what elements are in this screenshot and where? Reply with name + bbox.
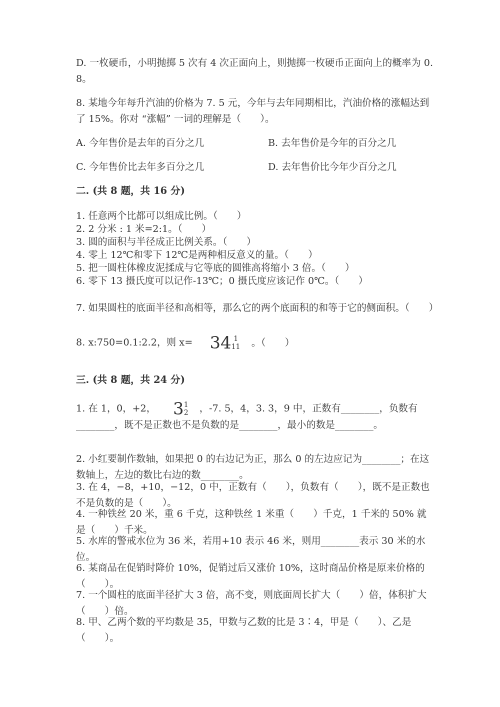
mixed-int-2: 3 bbox=[173, 399, 184, 419]
mixed-int: 34 bbox=[209, 333, 232, 353]
option-d[interactable]: D. 去年售价比今年少百分之几 bbox=[268, 162, 397, 173]
sec3-item-2: 2. 小红要制作数轴，如果把 0 的右边记为正，那么 0 的左边应记为________；在这数轴上，左边的数比右边的数________。 bbox=[76, 454, 430, 481]
sec3-item-5: 5. 水库的警戒水位为 36 米，若用+10 表示 46 米，则用________表示 30 米的水位。 bbox=[76, 536, 426, 563]
question-8-stem: 8. 某地今年每升汽油的价格为 7. 5 元，今年与去年同期相比，汽油价格的涨幅达到了 15%。你对 “涨幅” 一词的理解是（ ）。 bbox=[76, 98, 430, 125]
option-a[interactable]: A. 今年售价是去年的百分之几 bbox=[76, 138, 205, 149]
mixed-number-2 bbox=[173, 399, 191, 419]
option-b[interactable]: B. 去年售价是今年的百分之几 bbox=[268, 138, 397, 149]
sec3-item-6: 6. 某商品在促销时降价 10%，促销过后又涨价 10%，这时商品价格是原来价格的（ ）。 bbox=[76, 563, 425, 590]
frac-den: 11 bbox=[231, 343, 241, 351]
mixed-number bbox=[209, 333, 244, 353]
sec3-item-3: 3. 在 4，−8，+10，−12，0 中，正数有（ ），负数有（ ），既不是正数也不是负数的是（ ）。 bbox=[76, 482, 430, 509]
q8-suffix: 。（ ） bbox=[251, 337, 295, 349]
sec2-item-7: 7. 如果圆柱的底面半径和高相等，那么它的两个底面积的和等于它的侧面积。（ ） bbox=[76, 303, 439, 314]
option-d-q7: D. 一枚硬币，小明抛掷 5 次有 4 次正面向上，则抛掷一枚硬币正面向上的概率为 0. 8。 bbox=[76, 58, 434, 85]
q1-suffix: ，-7. 5，4，3. 3，9 中，正数有________，负数有________，既不是正数也不是负数的是________，最小的数是________。 bbox=[76, 403, 418, 431]
frac-num-2: 1 bbox=[183, 401, 189, 409]
section-3-title: 三. (共 8 题，共 24 分) bbox=[76, 375, 185, 386]
sec2-item-5: 5. 把一圆柱体橡皮泥揉成与它等底的圆锥高将缩小 3 倍。（ ） bbox=[76, 263, 355, 274]
q8-prefix: 8. x:750=0.1:2.2，则 x= bbox=[76, 337, 193, 349]
sec3-item-7: 7. 一个圆柱的底面半径扩大 3 倍，高不变，则底面周长扩大（ ）倍，体积扩大（ ）倍。 bbox=[76, 590, 427, 617]
sec2-item-2: 2. 2 分米 : 1 米=2:1。（ ） bbox=[76, 224, 212, 235]
sec3-item-1 bbox=[76, 401, 436, 434]
sec2-item-8 bbox=[76, 335, 436, 352]
frac-den-2: 2 bbox=[183, 409, 189, 417]
sec2-item-4: 4. 零上 12℃和零下 12℃是两种相反意义的量。（ ） bbox=[76, 250, 318, 261]
option-c[interactable]: C. 今年售价比去年多百分之几 bbox=[76, 162, 205, 173]
sec2-item-6: 6. 零下 13 摄氏度可以记作-13℃；0 摄氏度应该记作 0℃。（ ） bbox=[76, 276, 368, 287]
section-2-title: 二. (共 8 题，共 16 分) bbox=[76, 186, 185, 197]
sec2-item-3: 3. 圆的面积与半径成正比例关系。（ ） bbox=[76, 237, 257, 248]
frac-num: 1 bbox=[233, 335, 239, 343]
q1-prefix: 1. 在 1，0，+2， bbox=[76, 403, 156, 415]
sec2-item-1: 1. 任意两个比都可以组成比例。（ ） bbox=[76, 211, 247, 222]
sec3-item-8: 8. 甲、乙两个数的平均数是 35，甲数与乙数的比是 3∶4，甲是（ ）、乙是（ ）。 bbox=[76, 617, 412, 644]
sec3-item-4: 4. 一种铁丝 20 米，重 6 千克，这种铁丝 1 米重（ ）千克，1 千米的 50% 就是（ ）千米。 bbox=[76, 509, 427, 536]
